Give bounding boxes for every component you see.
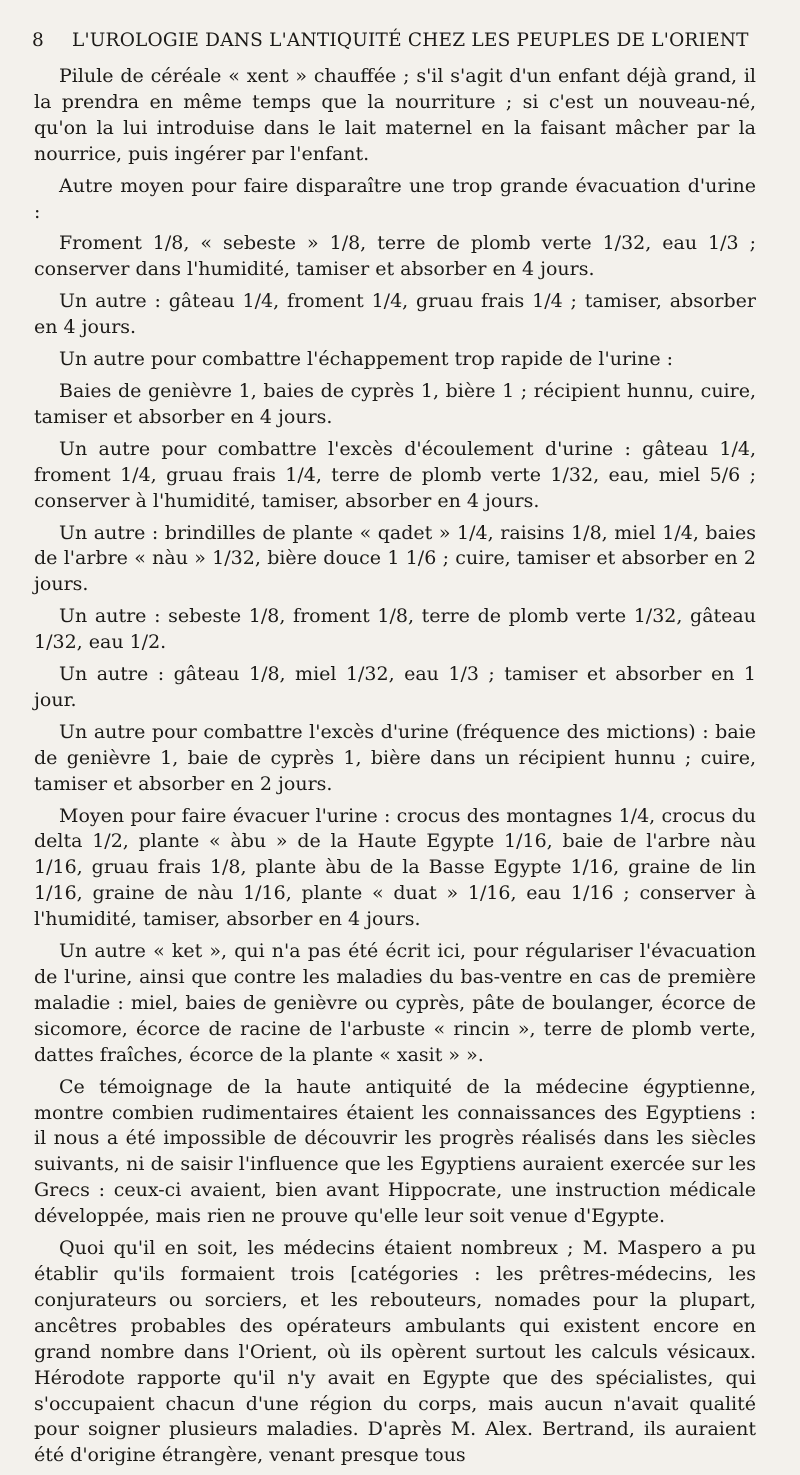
paragraph: Moyen pour faire évacuer l'urine : crocus des montagnes 1/4, crocus du delta 1/2, plante « àbu » de la Haute Egypte 1/16, baie de l'arbre nàu 1/16, gruau frais 1/8, plante àbu de la Basse Egypte 1/16, graine de lin 1/16, graine de nàu 1/16, plante « duat » 1/16, eau 1/16 ; conserver à l'humidité, tamiser, absorber en 4 jours.	[34, 804, 756, 931]
paragraph: Pilule de céréale « xent » chauffée ; s'il s'agit d'un enfant déjà grand, il la prendra en même temps que la nourriture ; si c'est un nouveau-né, qu'on la lui introduise dans le lait maternel en la faisant mâcher par la nourrice, puis ingérer par l'enfant.	[34, 65, 756, 165]
page-number: 8	[32, 30, 44, 51]
running-title: L'UROLOGIE DANS L'ANTIQUITÉ CHEZ LES PEUPLES DE L'ORIENT	[72, 30, 749, 51]
paragraph: Un autre : gâteau 1/8, miel 1/32, eau 1/3 ; tamiser et absorber en 1 jour.	[34, 663, 756, 711]
paragraph: Un autre pour combattre l'excès d'urine (fréquence des mictions) : baie de genièvre 1, baie de cyprès 1, bière dans un récipient hunnu ; cuire, tamiser et absorber en 2 jours.	[34, 720, 756, 795]
paragraph: Baies de genièvre 1, baies de cyprès 1, bière 1 ; récipient hunnu, cuire, tamiser et absorber en 4 jours.	[34, 379, 756, 428]
paragraph: Autre moyen pour faire disparaître une trop grande évacuation d'urine :	[34, 174, 756, 223]
paragraph: Un autre pour combattre l'échappement trop rapide de l'urine :	[59, 348, 674, 371]
paragraph: Froment 1/8, « sebeste » 1/8, terre de plomb verte 1/32, eau 1/3 ; conserver dans l'humidité, tamiser et absorber en 4 jours.	[34, 232, 756, 281]
paragraph: Un autre : sebeste 1/8, froment 1/8, terre de plomb verte 1/32, gâteau 1/32, eau 1/2.	[34, 605, 756, 654]
paragraph: Ce témoignage de la haute antiquité de la médecine égyptienne, montre combien rudimentaires étaient les connaissances des Egyptiens : il nous a été impossible de découvrir les progrès réalisés dans les siècles suivants, ni de saisir l'influence que les Egyptiens auraient exercée sur les Grecs : ceux-ci avaient, bien avant Hippocrate, une instruction médicale développée, mais rien ne prouve qu'elle leur soit venue d'Egypte.	[34, 1075, 756, 1228]
body-text	[34, 64, 756, 1475]
running-header	[32, 30, 749, 51]
paragraph: Un autre pour combattre l'excès d'écoulement d'urine : gâteau 1/4, froment 1/4, gruau frais 1/4, terre de plomb verte 1/32, eau, miel 5/6 ; conserver à l'humidité, tamiser, absorber en 4 jours.	[34, 437, 756, 512]
paragraph: Un autre : brindilles de plante « qadet » 1/4, raisins 1/8, miel 1/4, baies de l'arbre « nàu » 1/32, bière douce 1 1/6 ; cuire, tamiser et absorber en 2 jours.	[34, 521, 756, 596]
paragraph: Un autre : gâteau 1/4, froment 1/4, gruau frais 1/4 ; tamiser, absorber en 4 jours.	[34, 290, 756, 339]
paragraph: Un autre « ket », qui n'a pas été écrit ici, pour régulariser l'évacuation de l'urine, ainsi que contre les maladies du bas-ventre en cas de première maladie : miel, baies de genièvre ou cyprès, pâte de boulanger, écorce de sicomore, écorce de racine de l'arbuste « rincin », terre de plomb verte, dattes fraîches, écorce de la plante « xasit » ».	[34, 940, 756, 1066]
paragraph: Quoi qu'il en soit, les médecins étaient nombreux ; M. Maspero a pu établir qu'ils formaient trois [catégories : les prêtres-médecins, les conjurateurs ou sorciers, et les rebouteurs, nomades pour la plupart, ancêtres probables des opérateurs ambulants qui existent encore en grand nombre dans l'Orient, où ils opèrent surtout les calculs vésicaux. Hérodote rapporte qu'il n'y avait en Egypte que des spécialistes, qui s'occupaient chacun d'une région du corps, mais aucun n'avait qualité pour soigner plusieurs maladies. D'après M. Alex. Bertrand, ils auraient été d'origine étrangère, venant presque tous	[34, 1237, 756, 1467]
